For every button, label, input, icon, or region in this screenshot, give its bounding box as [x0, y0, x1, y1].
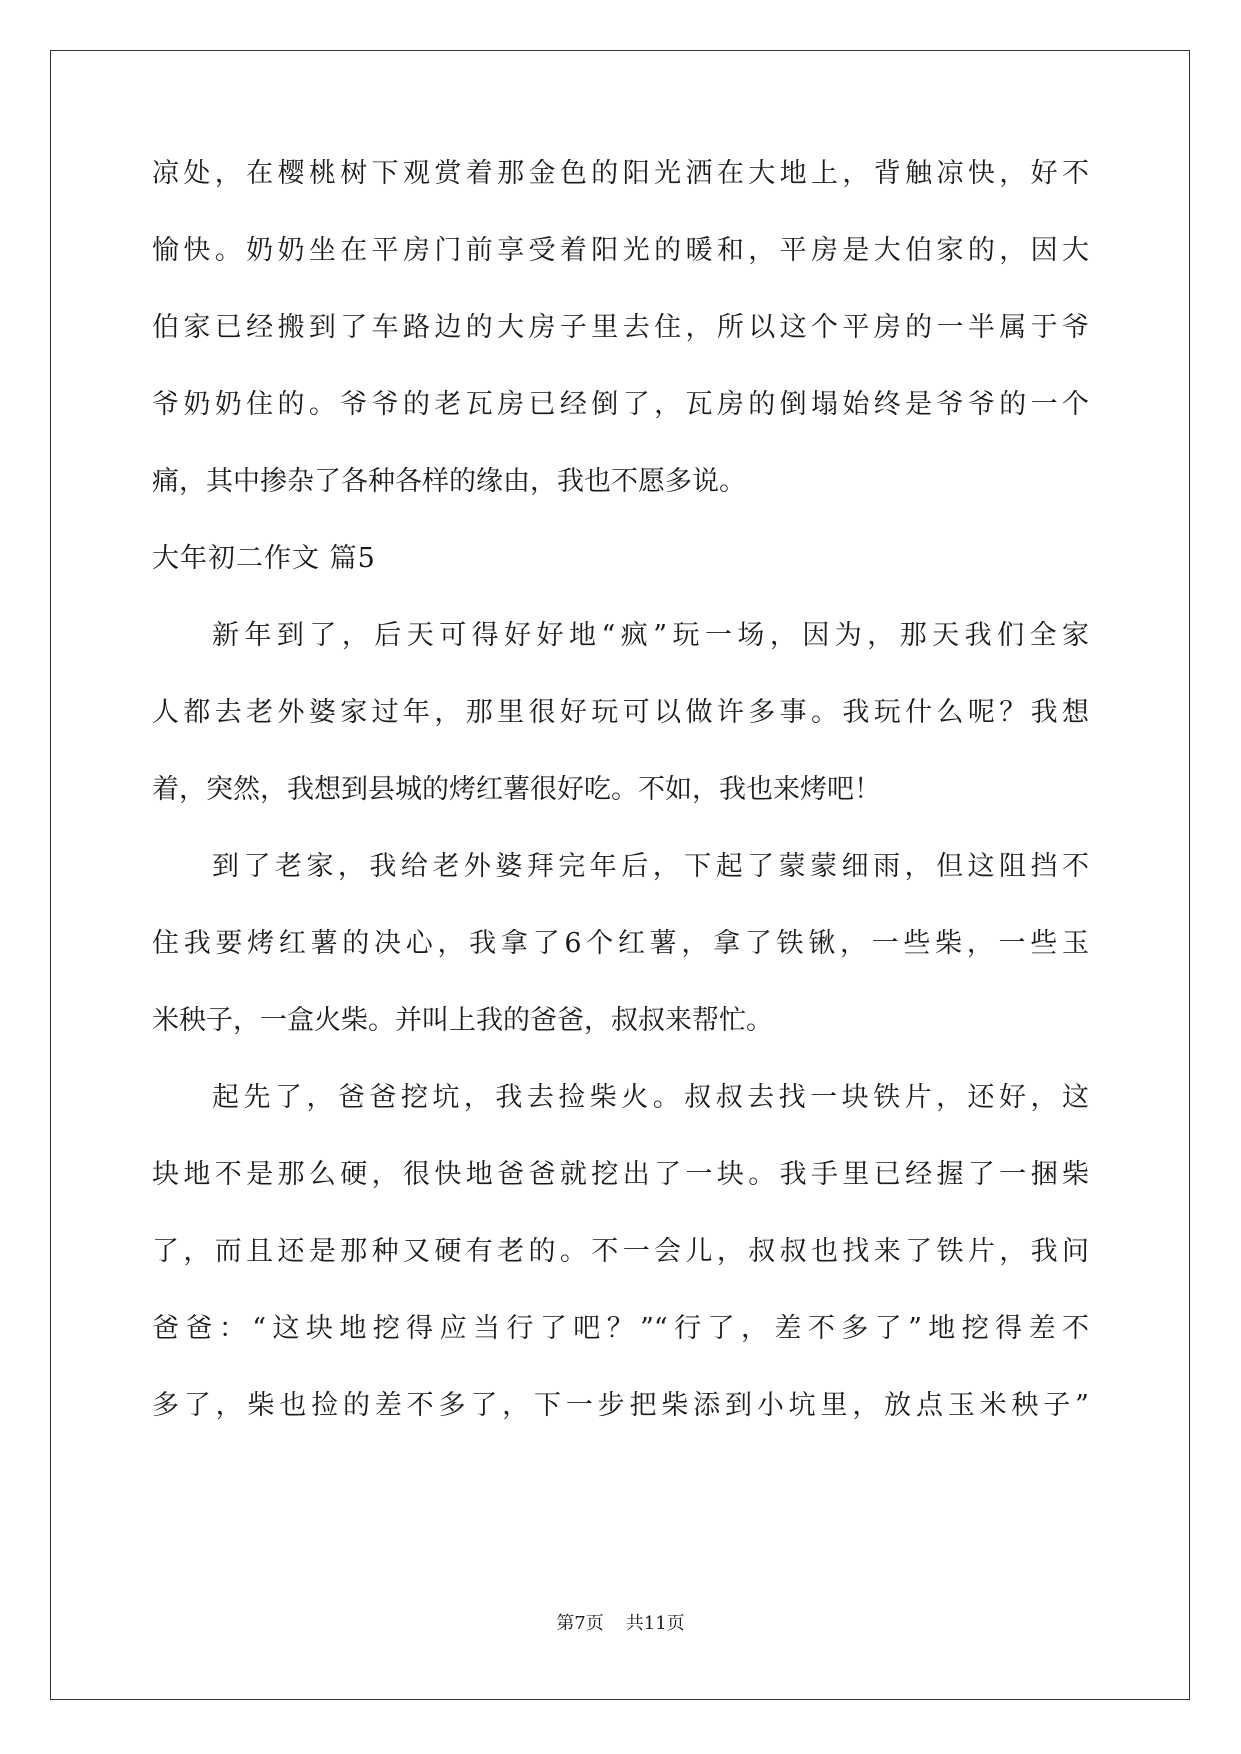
text-line: 住我要烤红薯的决心，我拿了6个红薯，拿了铁锹，一些柴，一些玉: [152, 928, 1089, 959]
text-line: 到了老家，我给老外婆拜完年后，下起了蒙蒙细雨，但这阻挡不: [212, 851, 1089, 882]
text-line: 伯家已经搬到了车路边的大房子里去住，所以这个平房的一半属于爷: [152, 312, 1089, 343]
text-line: 爷奶奶住的。爷爷的老瓦房已经倒了，瓦房的倒塌始终是爷爷的一个: [152, 389, 1089, 420]
text-line: 新年到了，后天可得好好地“疯”玩一场，因为，那天我们全家: [212, 620, 1089, 651]
page-total: 共11页: [625, 1613, 685, 1634]
document-body: [152, 158, 1089, 1467]
text-line: 人都去老外婆家过年，那里很好玩可以做许多事。我玩什么呢？我想: [152, 697, 1089, 728]
text-line: 起先了，爸爸挖坑，我去捡柴火。叔叔去找一块铁片，还好，这: [212, 1082, 1089, 1113]
text-line: 爸爸：“这块地挖得应当行了吧？”“行了，差不多了”地挖得差不: [152, 1313, 1089, 1344]
text-line: 多了，柴也捡的差不多了，下一步把柴添到小坑里，放点玉米秧子”: [152, 1390, 1089, 1421]
text-line: 块地不是那么硬，很快地爸爸就挖出了一块。我手里已经握了一捆柴: [152, 1159, 1089, 1190]
text-line: 着，突然，我想到县城的烤红薯很好吃。不如，我也来烤吧！: [152, 774, 881, 805]
page-number: 第7页: [556, 1613, 604, 1634]
text-line: 了，而且还是那种又硬有老的。不一会儿，叔叔也找来了铁片，我问: [152, 1236, 1089, 1267]
text-line: 米秧子，一盒火柴。并叫上我的爸爸，叔叔来帮忙。: [152, 1005, 773, 1036]
text-line: 痛，其中掺杂了各种各样的缘由，我也不愿多说。: [152, 466, 746, 497]
section-heading: 大年初二作文 篇5: [152, 543, 376, 574]
page-footer: [0, 1609, 1241, 1635]
text-line: 愉快。奶奶坐在平房门前享受着阳光的暖和，平房是大伯家的，因大: [152, 235, 1089, 266]
text-line: 凉处，在樱桃树下观赏着那金色的阳光洒在大地上，背触凉快，好不: [152, 158, 1089, 189]
